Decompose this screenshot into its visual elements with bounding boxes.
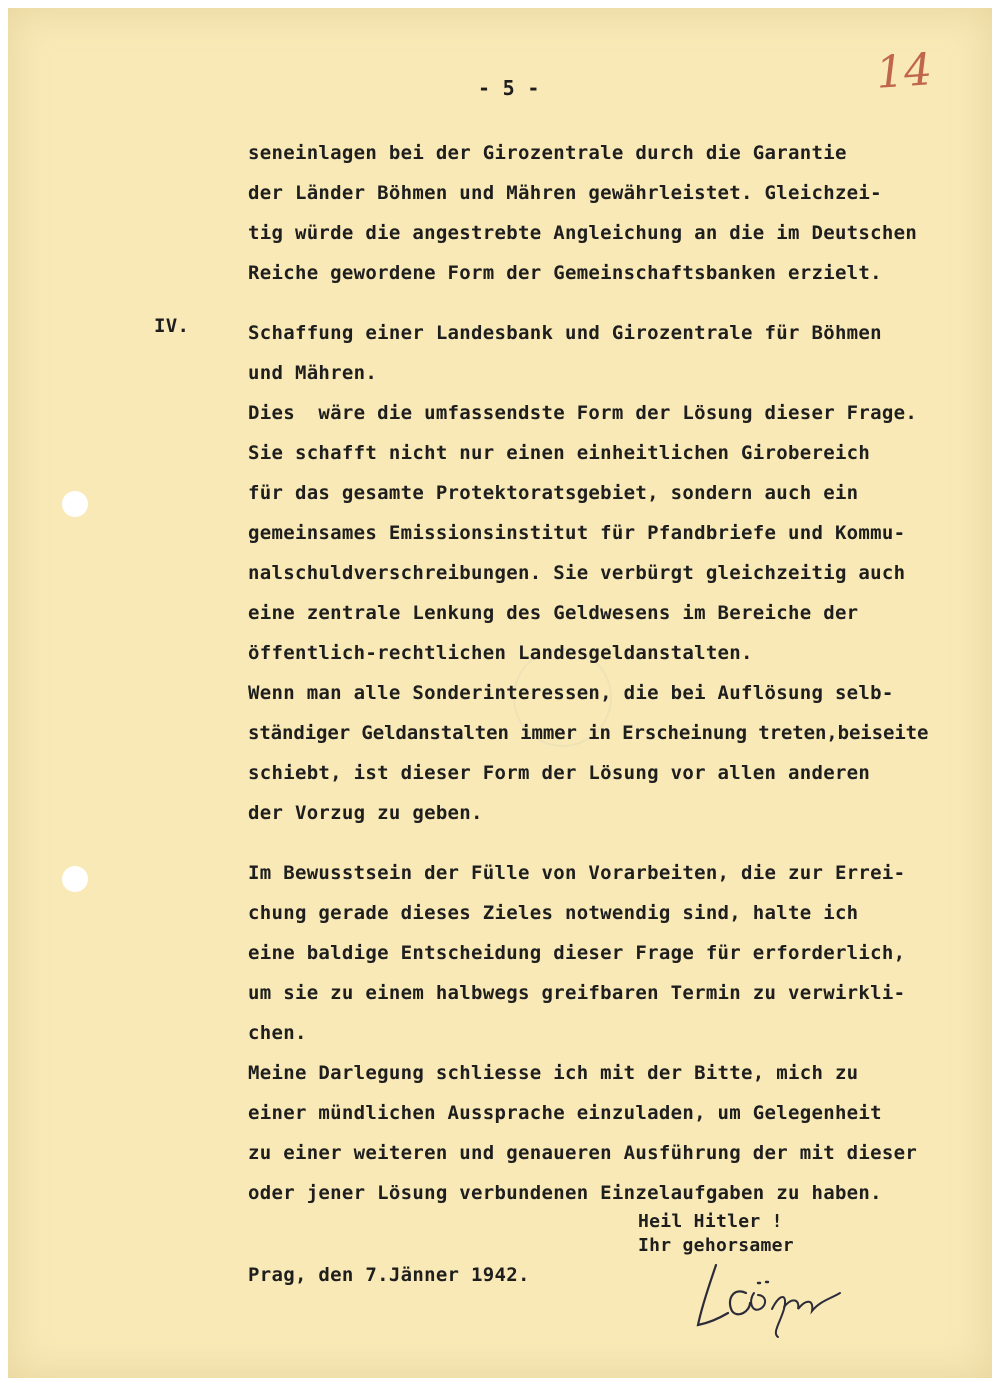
punch-hole-lower <box>62 866 88 892</box>
text-line: eine zentrale Lenkung des Geldwesens im Bereiche der <box>248 602 859 624</box>
text-line: der Länder Böhmen und Mähren gewährleistet. Gleichzei- <box>248 182 882 204</box>
text-line: Schaffung einer Landesbank und Girozentrale für Böhmen <box>248 322 882 344</box>
text-line: und Mähren. <box>248 362 378 384</box>
text-line: nalschuldverschreibungen. Sie verbürgt gleichzeitig auch <box>248 562 906 584</box>
text-line: Reiche gewordene Form der Gemeinschaftsbanken erzielt. <box>248 262 882 284</box>
text-line: eine baldige Entscheidung dieser Frage für erforderlich, <box>248 942 906 964</box>
salutation-line: Ihr gehorsamer <box>638 1235 794 1256</box>
text-line: der Vorzug zu geben. <box>248 802 483 824</box>
text-line: Im Bewusstsein der Fülle von Vorarbeiten, die zur Errei- <box>248 862 906 884</box>
punch-hole-upper <box>62 491 88 517</box>
salutation-line: Heil Hitler ! <box>638 1211 783 1232</box>
page-number: - 5 - <box>478 76 540 100</box>
text-line: seneinlagen bei der Girozentrale durch die Garantie <box>248 142 847 164</box>
text-line: Meine Darlegung schliesse ich mit der Bitte, mich zu <box>248 1062 859 1084</box>
folio-number: 14 <box>874 44 934 99</box>
text-line: Dies wäre die umfassendste Form der Lösung dieser Frage. <box>248 402 918 424</box>
text-line: einer mündlichen Aussprache einzuladen, um Gelegenheit <box>248 1102 882 1124</box>
text-line: öffentlich-rechtlichen Landesgeldanstalten. <box>248 642 753 664</box>
section-number: IV. <box>154 315 190 337</box>
text-line: um sie zu einem halbwegs greifbaren Termin zu verwirkli- <box>248 982 906 1004</box>
text-line: zu einer weiteren und genaueren Ausführung der mit dieser <box>248 1142 918 1164</box>
document-page <box>8 8 992 1378</box>
text-line: gemeinsames Emissionsinstitut für Pfandbriefe und Kommu- <box>248 522 906 544</box>
text-line: Wenn man alle Sonderinteressen, die bei Auflösung selb- <box>248 682 894 704</box>
text-line: Sie schafft nicht nur einen einheitlichen Girobereich <box>248 442 871 464</box>
text-line: chen. <box>248 1022 307 1044</box>
text-line: schiebt, ist dieser Form der Lösung vor allen anderen <box>248 762 871 784</box>
text-line: oder jener Lösung verbundenen Einzelaufgaben zu haben. <box>248 1182 882 1204</box>
text-line: für das gesamte Protektoratsgebiet, sondern auch ein <box>248 482 859 504</box>
text-line: ständiger Geldanstalten immer in Erscheinung treten,beiseite <box>248 722 929 744</box>
place-date: Prag, den 7.Jänner 1942. <box>248 1264 530 1286</box>
text-line: chung gerade dieses Zieles notwendig sind, halte ich <box>248 902 859 924</box>
handwritten-signature <box>688 1253 848 1343</box>
text-line: tig würde die angestrebte Angleichung an die im Deutschen <box>248 222 918 244</box>
